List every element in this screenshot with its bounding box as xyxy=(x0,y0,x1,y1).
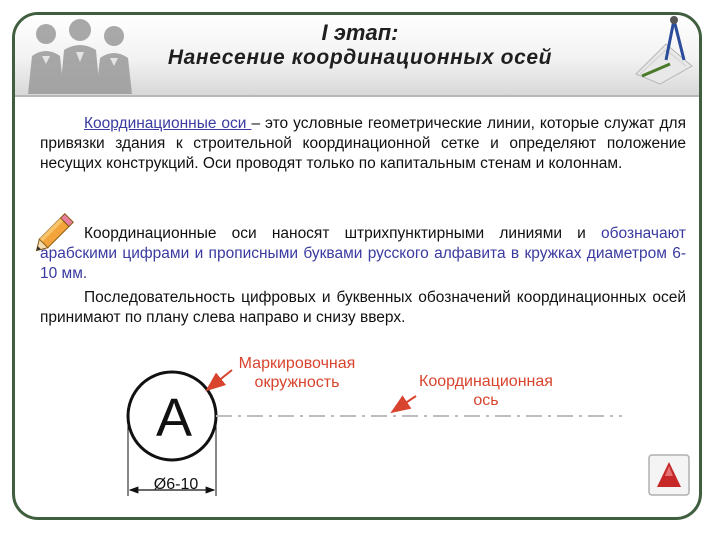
notation-paragraph xyxy=(40,224,686,284)
definition-paragraph xyxy=(40,114,686,174)
page-title-stage: I этап: xyxy=(321,20,399,45)
diameter-dimension: Ø6-10 xyxy=(153,476,199,493)
notation-text: Координационные оси наносят штрихпунктирными линиями и xyxy=(84,225,602,242)
marking-circle-label: Маркировочная окружность xyxy=(238,355,356,391)
page-title: Нанесение координационных осей xyxy=(167,46,553,69)
order-text: Последовательность цифровых и буквенных обозначений координационных осей принимают по плану слева направо и снизу вверх. xyxy=(40,289,686,326)
order-paragraph xyxy=(40,288,686,328)
coordination-axis-label: Координационная ось xyxy=(419,373,553,409)
notation-emphasis: обозначают арабскими цифрами и прописными буквами русского алфавита в кружках диаметром 6-10 мм. xyxy=(40,225,686,282)
header-divider xyxy=(15,95,699,97)
triangle-up-icon[interactable] xyxy=(648,454,690,496)
definition-text: – это условные геометрические линии, которые служат для привязки здания к строительной координационной сетке и определяют положение несущих конструкций. Оси проводят только по капитальным стенам и колоннам. xyxy=(40,115,686,172)
axis-letter: А xyxy=(155,388,193,448)
term-link: Координационные оси xyxy=(84,115,252,132)
